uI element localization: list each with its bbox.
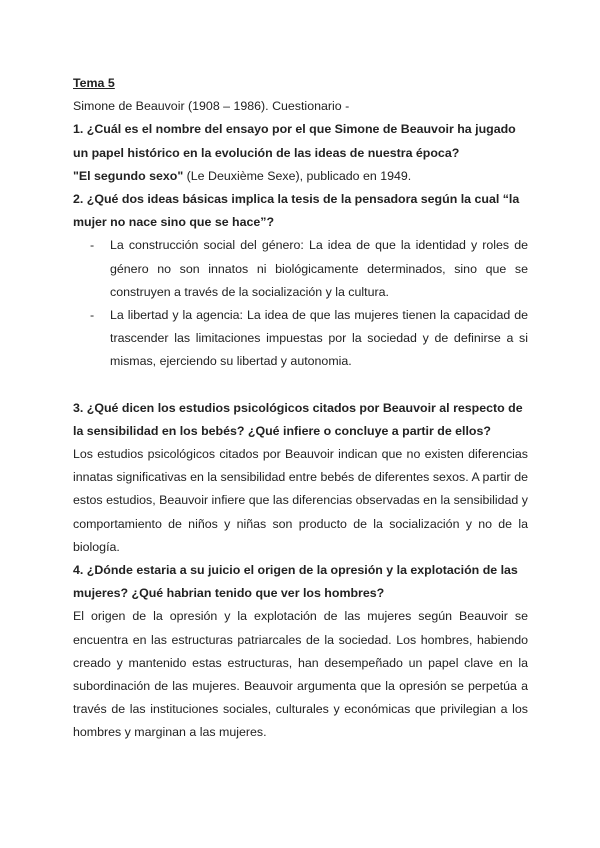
answer-3: Los estudios psicológicos citados por Beauvoir indican que no existen diferencias innatas significativas en la sensibilidad entre bebés de diferentes sexos. A partir de estos estudios, Beauvoir infiere que las diferencias observadas en la sensibilidad y comportamiento de niños y niñas son producto de la socialización y no de la biología. — [73, 447, 528, 554]
list-item — [73, 234, 528, 304]
document-body — [73, 72, 528, 745]
answer-1-detail: (Le Deuxième Sexe), publicado en 1949. — [183, 168, 412, 183]
question-3: 3. ¿Qué dicen los estudios psicológicos citados por Beauvoir al respecto de la sensibilidad en los bebés? ¿Qué infiere o concluye a partir de ellos? — [73, 400, 523, 438]
bullet-dash: - — [90, 308, 95, 323]
list-item — [73, 304, 528, 374]
answer-1 — [73, 165, 528, 188]
question-4: 4. ¿Dónde estaria a su juicio el origen de la opresión y la explotación de las mujeres? ¿Qué habrian tenido que ver los hombres? — [73, 563, 518, 601]
list-item-text: La construcción social del género: La idea de que la identidad y roles de género no son innatos ni biológicamente determinados, sino que se construyen a través de la socialización y la cultura. — [110, 238, 528, 299]
page-title: Tema 5 — [73, 76, 115, 90]
spacer — [73, 374, 528, 397]
answer-2-list — [73, 234, 528, 373]
list-item-text: La libertad y la agencia: La idea de que las mujeres tienen la capacidad de trascender las limitaciones impuestas por la sociedad y de definirse a si mismas, ejerciendo su libertad y autonomia. — [110, 308, 528, 369]
answer-4: El origen de la opresión y la explotación de las mujeres según Beauvoir se encuentra en las estructuras patriarcales de la sociedad. Los hombres, habiendo creado y mantenido estas estructuras, han desempeñado un papel clave en la subordinación de las mujeres. Beauvoir argumenta que la opresión se perpetúa a través de las instituciones sociales, culturales y económicas que privilegian a los hombres y marginan a las mujeres. — [73, 609, 528, 740]
document-subtitle: Simone de Beauvoir (1908 – 1986). Cuestionario - — [73, 99, 350, 114]
answer-1-title: "El segundo sexo" — [73, 168, 184, 183]
question-1: 1. ¿Cuál es el nombre del ensayo por el que Simone de Beauvoir ha jugado un papel histórico en la evolución de las ideas de nuestra época? — [73, 122, 516, 160]
bullet-dash: - — [90, 238, 95, 253]
question-2: 2. ¿Qué dos ideas básicas implica la tesis de la pensadora según la cual “la mujer no nace sino que se hace”? — [73, 192, 520, 230]
